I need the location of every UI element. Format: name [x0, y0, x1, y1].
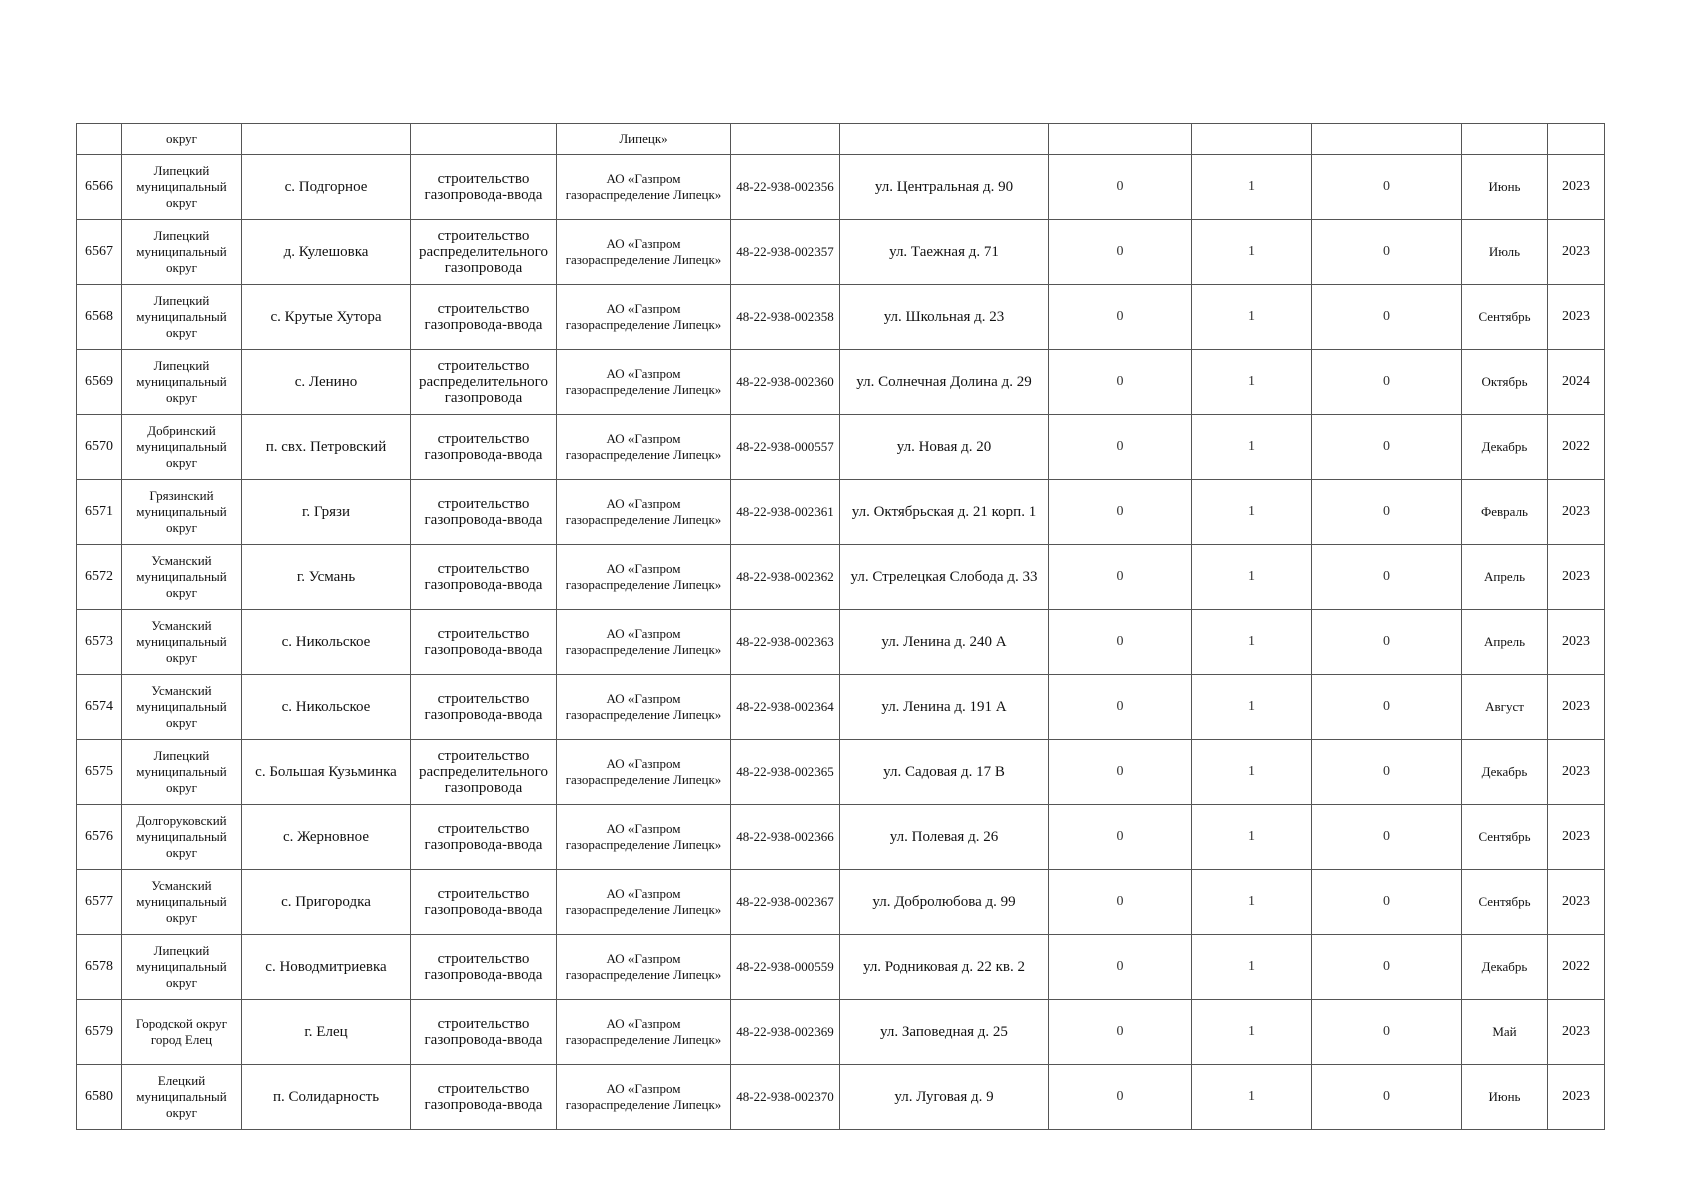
cell-no: 6580 [77, 1065, 122, 1130]
cell-district: Грязинский муниципальный округ [122, 480, 242, 545]
cell-month: Октябрь [1462, 350, 1548, 415]
cell-v2: 1 [1192, 480, 1312, 545]
cell-v3: 0 [1312, 155, 1462, 220]
cell-address: ул. Ленина д. 240 А [840, 610, 1049, 675]
table-row [77, 1065, 1605, 1130]
cell-month: Февраль [1462, 480, 1548, 545]
continuation-row [77, 124, 1605, 155]
cell-v1: 0 [1049, 1065, 1192, 1130]
cell-month: Апрель [1462, 545, 1548, 610]
cell-year [1548, 124, 1605, 155]
cell-v1: 0 [1049, 285, 1192, 350]
cell-v1: 0 [1049, 220, 1192, 285]
cell-district: Липецкий муниципальный округ [122, 285, 242, 350]
cell-year: 2023 [1548, 545, 1605, 610]
cell-district: Добринский муниципальный округ [122, 415, 242, 480]
table-row [77, 1000, 1605, 1065]
cell-v3: 0 [1312, 285, 1462, 350]
table-row [77, 350, 1605, 415]
cell-year: 2024 [1548, 350, 1605, 415]
cell-locality: с. Новодмитриевка [242, 935, 411, 1000]
cell-work: строительство газопровода-ввода [411, 285, 557, 350]
cell-district: Усманский муниципальный округ [122, 545, 242, 610]
cell-v2: 1 [1192, 220, 1312, 285]
cell-v2: 1 [1192, 610, 1312, 675]
cell-v2: 1 [1192, 350, 1312, 415]
cell-locality [242, 124, 411, 155]
cell-v3: 0 [1312, 935, 1462, 1000]
cell-v1 [1049, 124, 1192, 155]
cell-code: 48-22-938-002365 [731, 740, 840, 805]
cell-v1: 0 [1049, 545, 1192, 610]
cell-address: ул. Заповедная д. 25 [840, 1000, 1049, 1065]
cell-year: 2023 [1548, 740, 1605, 805]
gas-connection-table [76, 123, 1605, 1130]
cell-code: 48-22-938-002363 [731, 610, 840, 675]
cell-district: Долгоруковский муниципальный округ [122, 805, 242, 870]
cell-locality: с. Никольское [242, 610, 411, 675]
cell-code: 48-22-938-002364 [731, 675, 840, 740]
cell-locality: п. Солидарность [242, 1065, 411, 1130]
table-row [77, 415, 1605, 480]
cell-year: 2023 [1548, 870, 1605, 935]
cell-v1: 0 [1049, 350, 1192, 415]
cell-year: 2023 [1548, 480, 1605, 545]
cell-month [1462, 124, 1548, 155]
cell-code: 48-22-938-000557 [731, 415, 840, 480]
cell-month: Декабрь [1462, 740, 1548, 805]
cell-locality: с. Большая Кузьминка [242, 740, 411, 805]
cell-district: Липецкий муниципальный округ [122, 350, 242, 415]
cell-v2: 1 [1192, 545, 1312, 610]
cell-v3: 0 [1312, 675, 1462, 740]
table-row [77, 155, 1605, 220]
cell-year: 2023 [1548, 155, 1605, 220]
cell-v3: 0 [1312, 805, 1462, 870]
cell-year: 2022 [1548, 415, 1605, 480]
cell-v3: 0 [1312, 415, 1462, 480]
cell-org: АО «Газпром газораспределение Липецк» [557, 545, 731, 610]
cell-district: Елецкий муниципальный округ [122, 1065, 242, 1130]
cell-address: ул. Стрелецкая Слобода д. 33 [840, 545, 1049, 610]
cell-v2: 1 [1192, 935, 1312, 1000]
cell-code: 48-22-938-002356 [731, 155, 840, 220]
cell-district: Усманский муниципальный округ [122, 675, 242, 740]
cell-month: Июнь [1462, 1065, 1548, 1130]
cell-code: 48-22-938-002358 [731, 285, 840, 350]
cell-work [411, 124, 557, 155]
cell-org: АО «Газпром газораспределение Липецк» [557, 1065, 731, 1130]
cell-address: ул. Добролюбова д. 99 [840, 870, 1049, 935]
cell-no: 6567 [77, 220, 122, 285]
cell-no: 6575 [77, 740, 122, 805]
cell-v1: 0 [1049, 740, 1192, 805]
cell-v3: 0 [1312, 1065, 1462, 1130]
cell-no: 6570 [77, 415, 122, 480]
cell-code: 48-22-938-002366 [731, 805, 840, 870]
cell-v3: 0 [1312, 480, 1462, 545]
cell-v3: 0 [1312, 545, 1462, 610]
cell-work: строительство распределительного газопровода [411, 740, 557, 805]
cell-work: строительство распределительного газопровода [411, 220, 557, 285]
cell-org: АО «Газпром газораспределение Липецк» [557, 675, 731, 740]
cell-org: АО «Газпром газораспределение Липецк» [557, 805, 731, 870]
table-row [77, 285, 1605, 350]
cell-work: строительство газопровода-ввода [411, 1065, 557, 1130]
cell-org: АО «Газпром газораспределение Липецк» [557, 870, 731, 935]
cell-code: 48-22-938-002369 [731, 1000, 840, 1065]
cell-org: АО «Газпром газораспределение Липецк» [557, 220, 731, 285]
cell-work: строительство газопровода-ввода [411, 545, 557, 610]
cell-org: АО «Газпром газораспределение Липецк» [557, 935, 731, 1000]
cell-locality: г. Грязи [242, 480, 411, 545]
cell-locality: г. Усмань [242, 545, 411, 610]
cell-no: 6569 [77, 350, 122, 415]
cell-v1: 0 [1049, 805, 1192, 870]
cell-no: 6571 [77, 480, 122, 545]
table-row [77, 610, 1605, 675]
cell-work: строительство газопровода-ввода [411, 675, 557, 740]
cell-district: Городской округ город Елец [122, 1000, 242, 1065]
cell-month: Сентябрь [1462, 870, 1548, 935]
cell-v1: 0 [1049, 415, 1192, 480]
cell-month: Июнь [1462, 155, 1548, 220]
cell-locality: п. свх. Петровский [242, 415, 411, 480]
cell-v1: 0 [1049, 870, 1192, 935]
cell-locality: д. Кулешовка [242, 220, 411, 285]
cell-locality: с. Пригородка [242, 870, 411, 935]
cell-v3: 0 [1312, 220, 1462, 285]
cell-address: ул. Луговая д. 9 [840, 1065, 1049, 1130]
cell-district: Липецкий муниципальный округ [122, 935, 242, 1000]
cell-month: Август [1462, 675, 1548, 740]
cell-no [77, 124, 122, 155]
cell-v2: 1 [1192, 1000, 1312, 1065]
cell-work: строительство газопровода-ввода [411, 415, 557, 480]
table-row [77, 740, 1605, 805]
cell-year: 2023 [1548, 1065, 1605, 1130]
table-row [77, 220, 1605, 285]
cell-code: 48-22-938-002357 [731, 220, 840, 285]
cell-work: строительство газопровода-ввода [411, 805, 557, 870]
cell-work: строительство распределительного газопровода [411, 350, 557, 415]
cell-code: 48-22-938-000559 [731, 935, 840, 1000]
cell-no: 6579 [77, 1000, 122, 1065]
cell-v1: 0 [1049, 155, 1192, 220]
cell-year: 2023 [1548, 675, 1605, 740]
cell-v3: 0 [1312, 610, 1462, 675]
cell-address: ул. Родниковая д. 22 кв. 2 [840, 935, 1049, 1000]
cell-v2: 1 [1192, 415, 1312, 480]
table-row [77, 480, 1605, 545]
cell-address: ул. Октябрьская д. 21 корп. 1 [840, 480, 1049, 545]
cell-district: Усманский муниципальный округ [122, 870, 242, 935]
table-row [77, 935, 1605, 1000]
cell-work: строительство газопровода-ввода [411, 870, 557, 935]
cell-month: Июль [1462, 220, 1548, 285]
cell-v1: 0 [1049, 1000, 1192, 1065]
cell-work: строительство газопровода-ввода [411, 155, 557, 220]
cell-year: 2023 [1548, 220, 1605, 285]
cell-locality: с. Жерновное [242, 805, 411, 870]
cell-address: ул. Садовая д. 17 В [840, 740, 1049, 805]
cell-org: АО «Газпром газораспределение Липецк» [557, 155, 731, 220]
cell-code: 48-22-938-002370 [731, 1065, 840, 1130]
cell-work: строительство газопровода-ввода [411, 480, 557, 545]
cell-code: 48-22-938-002362 [731, 545, 840, 610]
cell-v3: 0 [1312, 350, 1462, 415]
cell-address: ул. Ленина д. 191 А [840, 675, 1049, 740]
cell-address [840, 124, 1049, 155]
cell-no: 6572 [77, 545, 122, 610]
cell-v3 [1312, 124, 1462, 155]
cell-org: АО «Газпром газораспределение Липецк» [557, 740, 731, 805]
cell-work: строительство газопровода-ввода [411, 935, 557, 1000]
cell-month: Декабрь [1462, 935, 1548, 1000]
cell-code: 48-22-938-002360 [731, 350, 840, 415]
cell-v2 [1192, 124, 1312, 155]
cell-org: АО «Газпром газораспределение Липецк» [557, 1000, 731, 1065]
cell-v1: 0 [1049, 480, 1192, 545]
cell-month: Апрель [1462, 610, 1548, 675]
cell-code: 48-22-938-002361 [731, 480, 840, 545]
table-row [77, 675, 1605, 740]
cell-v2: 1 [1192, 870, 1312, 935]
cell-month: Май [1462, 1000, 1548, 1065]
cell-v1: 0 [1049, 935, 1192, 1000]
cell-month: Декабрь [1462, 415, 1548, 480]
cell-year: 2023 [1548, 285, 1605, 350]
cell-v2: 1 [1192, 285, 1312, 350]
cell-org: АО «Газпром газораспределение Липецк» [557, 350, 731, 415]
cell-v3: 0 [1312, 870, 1462, 935]
cell-locality: г. Елец [242, 1000, 411, 1065]
cell-org: АО «Газпром газораспределение Липецк» [557, 415, 731, 480]
cell-address: ул. Центральная д. 90 [840, 155, 1049, 220]
cell-address: ул. Полевая д. 26 [840, 805, 1049, 870]
cell-address: ул. Солнечная Долина д. 29 [840, 350, 1049, 415]
cell-no: 6576 [77, 805, 122, 870]
cell-v2: 1 [1192, 740, 1312, 805]
cell-locality: с. Крутые Хутора [242, 285, 411, 350]
table-row [77, 545, 1605, 610]
cell-work: строительство газопровода-ввода [411, 610, 557, 675]
cell-org: АО «Газпром газораспределение Липецк» [557, 285, 731, 350]
cell-code [731, 124, 840, 155]
cell-year: 2022 [1548, 935, 1605, 1000]
cell-v2: 1 [1192, 155, 1312, 220]
cell-no: 6578 [77, 935, 122, 1000]
cell-address: ул. Школьная д. 23 [840, 285, 1049, 350]
cell-address: ул. Новая д. 20 [840, 415, 1049, 480]
cell-org: АО «Газпром газораспределение Липецк» [557, 610, 731, 675]
cell-district: округ [122, 124, 242, 155]
table-body [77, 124, 1605, 1130]
cell-org: Липецк» [557, 124, 731, 155]
cell-v3: 0 [1312, 1000, 1462, 1065]
cell-month: Сентябрь [1462, 285, 1548, 350]
cell-v2: 1 [1192, 675, 1312, 740]
cell-no: 6566 [77, 155, 122, 220]
cell-org: АО «Газпром газораспределение Липецк» [557, 480, 731, 545]
cell-address: ул. Таежная д. 71 [840, 220, 1049, 285]
cell-v1: 0 [1049, 675, 1192, 740]
cell-district: Липецкий муниципальный округ [122, 220, 242, 285]
cell-district: Усманский муниципальный округ [122, 610, 242, 675]
cell-v1: 0 [1049, 610, 1192, 675]
cell-work: строительство газопровода-ввода [411, 1000, 557, 1065]
cell-district: Липецкий муниципальный округ [122, 155, 242, 220]
cell-code: 48-22-938-002367 [731, 870, 840, 935]
cell-district: Липецкий муниципальный округ [122, 740, 242, 805]
cell-v3: 0 [1312, 740, 1462, 805]
cell-no: 6574 [77, 675, 122, 740]
cell-locality: с. Никольское [242, 675, 411, 740]
cell-no: 6577 [77, 870, 122, 935]
cell-year: 2023 [1548, 1000, 1605, 1065]
cell-no: 6573 [77, 610, 122, 675]
cell-month: Сентябрь [1462, 805, 1548, 870]
cell-locality: с. Подгорное [242, 155, 411, 220]
table-row [77, 805, 1605, 870]
cell-v2: 1 [1192, 1065, 1312, 1130]
cell-locality: с. Ленино [242, 350, 411, 415]
cell-no: 6568 [77, 285, 122, 350]
cell-year: 2023 [1548, 610, 1605, 675]
cell-v2: 1 [1192, 805, 1312, 870]
table-row [77, 870, 1605, 935]
cell-year: 2023 [1548, 805, 1605, 870]
